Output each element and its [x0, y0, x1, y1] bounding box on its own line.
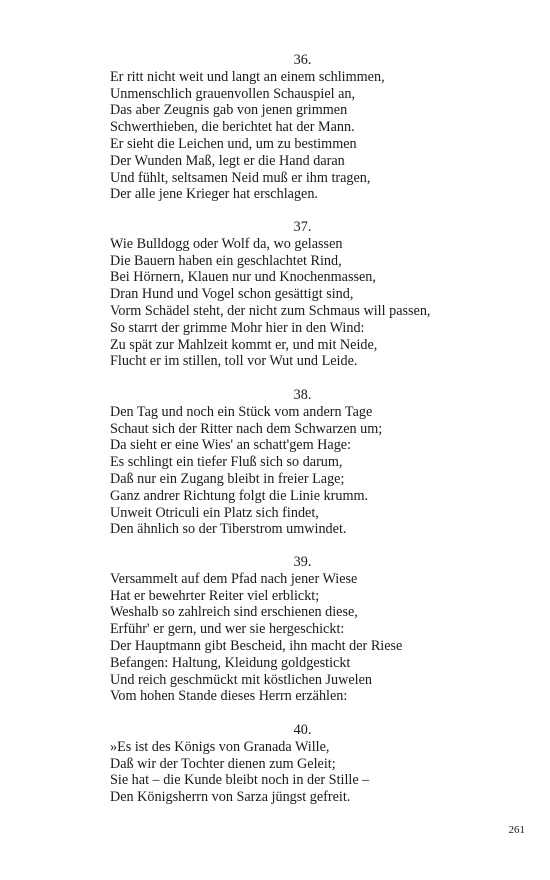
verse-line: Der alle jene Krieger hat erschlagen.: [110, 186, 318, 203]
stanza-38: [110, 387, 510, 538]
verse-line: Daß wir der Tochter dienen zum Geleit;: [110, 755, 336, 772]
verse-line: Vorm Schädel steht, der nicht zum Schmaus will passen,: [110, 302, 431, 319]
verse-line: Wie Bulldogg oder Wolf da, wo gelassen: [110, 235, 343, 252]
verse-line: Da sieht er eine Wies' an schatt'gem Hage:: [110, 437, 352, 454]
verse-line: Das aber Zeugnis gab von jenen grimmen: [110, 102, 348, 119]
verse-line: Sie hat – die Kunde bleibt noch in der Stille –: [110, 772, 370, 789]
verse-line: Schaut sich der Ritter nach dem Schwarzen um;: [110, 420, 383, 437]
stanza-number: 38.: [293, 387, 312, 403]
verse-line: Schwerthieben, die berichtet hat der Mann.: [110, 119, 355, 136]
verse-line: Erführ' er gern, und wer sie hergeschickt:: [110, 621, 345, 638]
stanza-39: [110, 554, 510, 705]
stanza-number: 40.: [293, 722, 312, 738]
verse-line: Daß nur ein Zugang bleibt in freier Lage;: [110, 470, 345, 487]
stanza-37: [110, 219, 510, 370]
page-number: 261: [508, 824, 525, 836]
verse-line: Dran Hund und Vogel schon gesättigt sind,: [110, 286, 354, 303]
verse-line: Befangen: Haltung, Kleidung goldgestickt: [110, 654, 351, 671]
stanza-40: [110, 722, 510, 806]
stanza-number: 36.: [293, 52, 312, 68]
verse-line: Den Königsherrn von Sarza jüngst gefreit.: [110, 789, 351, 806]
stanza-number: 39.: [293, 554, 312, 570]
verse-line: Weshalb so zahlreich sind erschienen diese,: [110, 604, 358, 621]
verse-line: Unweit Otriculi ein Platz sich findet,: [110, 504, 319, 521]
verse-line: Zu spät zur Mahlzeit kommt er, und mit Neide,: [110, 336, 378, 353]
verse-line: »Es ist des Königs von Granada Wille,: [110, 738, 330, 755]
verse-line: Und fühlt, seltsamen Neid muß er ihm tragen,: [110, 169, 371, 186]
verse-line: Versammelt auf dem Pfad nach jener Wiese: [110, 570, 358, 587]
verse-line: Ganz andrer Richtung folgt die Linie krumm.: [110, 487, 369, 504]
verse-line: Unmenschlich grauenvollen Schauspiel an,: [110, 85, 356, 102]
verse-line: Flucht er im stillen, toll vor Wut und Leide.: [110, 353, 358, 370]
verse-line: Er ritt nicht weit und langt an einem schlimmen,: [110, 68, 385, 85]
verse-line: Hat er bewehrter Reiter viel erblickt;: [110, 587, 320, 604]
verse-line: Er sieht die Leichen und, um zu bestimmen: [110, 135, 357, 152]
verse-line: Der Wunden Maß, legt er die Hand daran: [110, 152, 345, 169]
stanza-36: [110, 52, 510, 203]
verse-line: Vom hohen Stande dieses Herrn erzählen:: [110, 688, 348, 705]
stanza-number: 37.: [293, 219, 312, 235]
verse-line: Bei Hörnern, Klauen nur und Knochenmassen,: [110, 269, 376, 286]
verse-line: Der Hauptmann gibt Bescheid, ihn macht der Riese: [110, 637, 403, 654]
verse-line: So starrt der grimme Mohr hier in den Wind:: [110, 319, 365, 336]
verse-line: Und reich geschmückt mit köstlichen Juwelen: [110, 671, 373, 688]
verse-line: Die Bauern haben ein geschlachtet Rind,: [110, 252, 342, 269]
verse-line: Den Tag und noch ein Stück vom andern Tage: [110, 403, 373, 420]
verse-line: Es schlingt ein tiefer Fluß sich so darum,: [110, 454, 343, 471]
verse-line: Den ähnlich so der Tiberstrom umwindet.: [110, 521, 347, 538]
